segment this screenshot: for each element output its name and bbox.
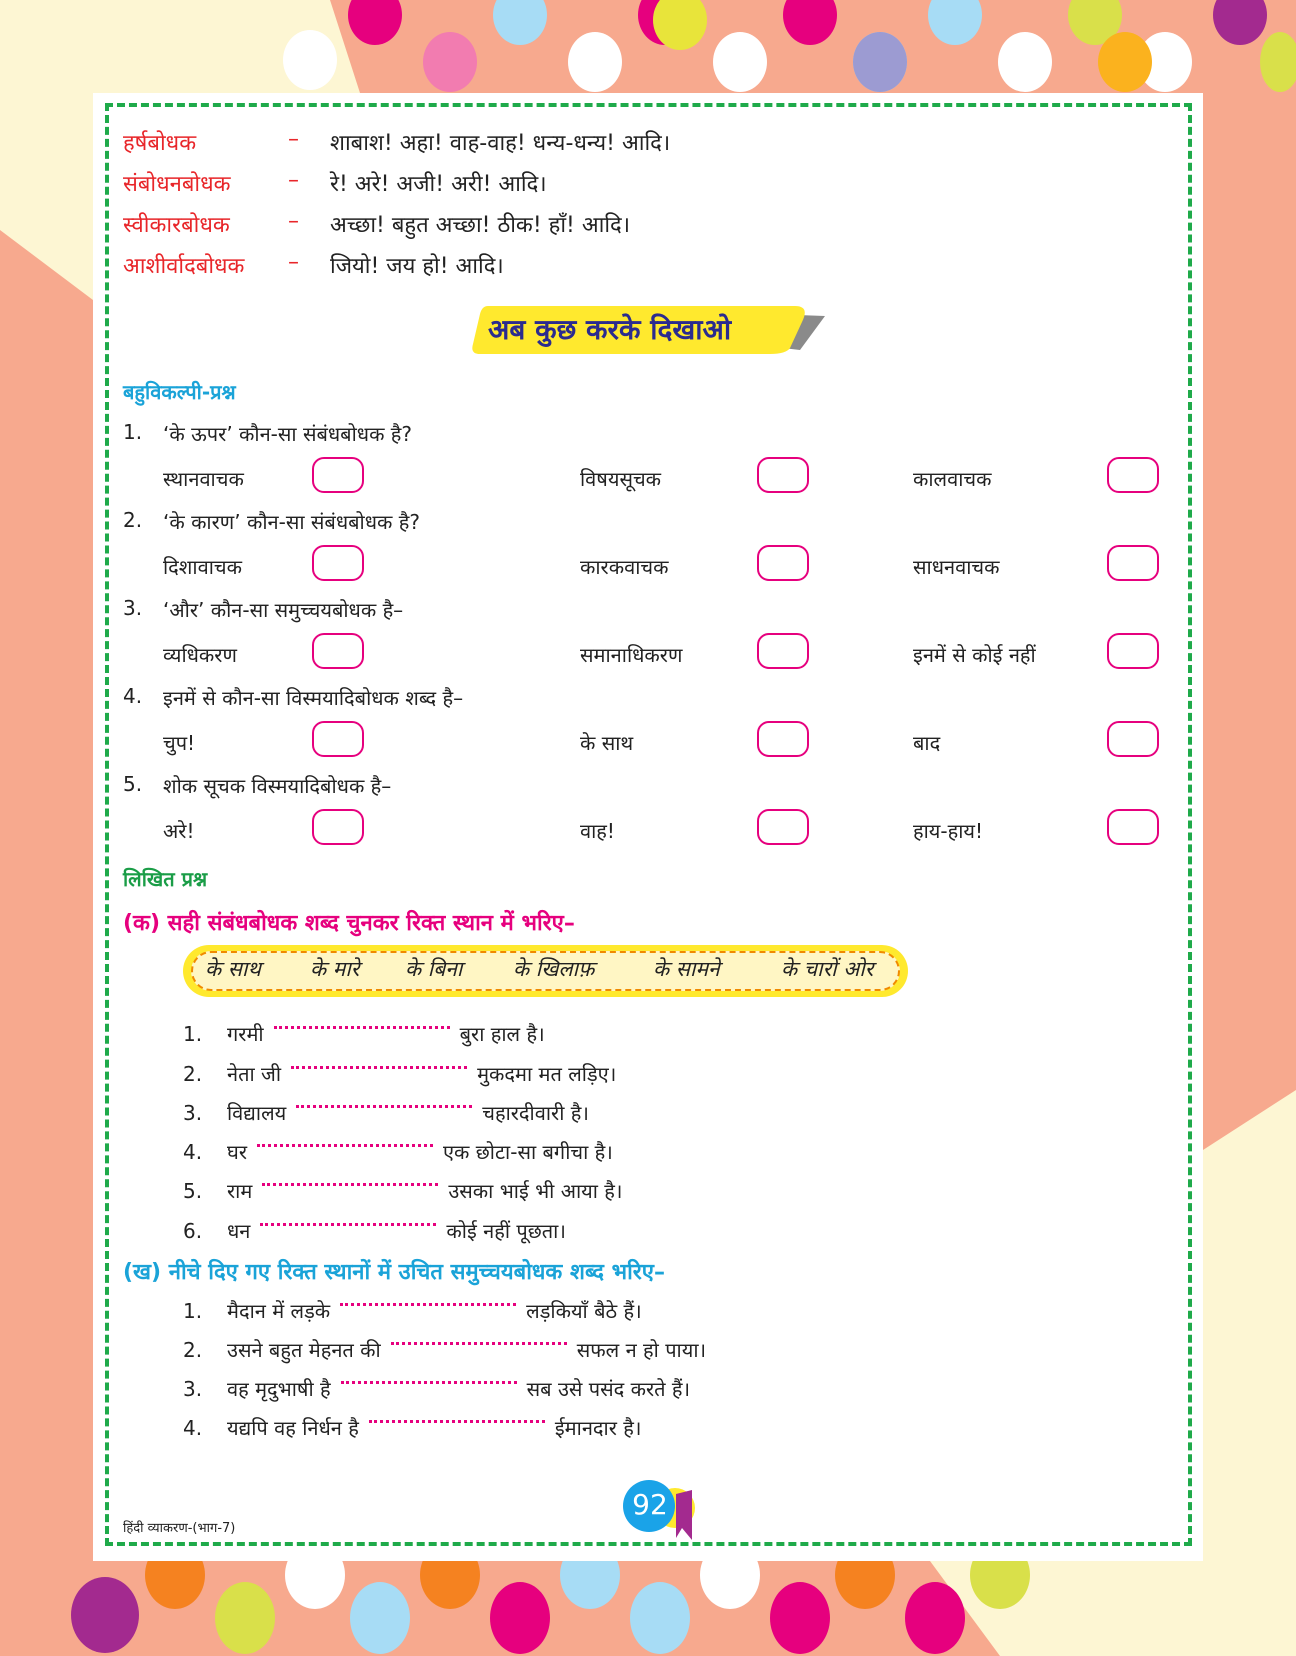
- part-a-instruction: (क) सही संबंधबोधक शब्द चुनकर रिक्त स्थान में भरिए–: [123, 911, 575, 936]
- sentence-end: लड़कियाँ बैठे हैं।: [526, 1299, 642, 1323]
- blank-field[interactable]: [341, 1381, 517, 1384]
- question-text: इनमें से कौन-सा विस्मयादिबोधक शब्द है–: [163, 686, 464, 710]
- sentence-end: मुकदमा मत लड़िए।: [477, 1062, 617, 1086]
- item-number: 1.: [183, 1299, 203, 1323]
- term-examples: रे! अरे! अजी! अरी! आदि।: [330, 172, 547, 197]
- fill-blank-row: [183, 1336, 706, 1363]
- option-label: व्यधिकरण: [163, 643, 237, 667]
- option-label: अरे!: [163, 819, 195, 843]
- sentence-end: सब उसे पसंद करते हैं।: [526, 1377, 691, 1401]
- dash: –: [288, 209, 299, 234]
- part-b-instruction: (ख) नीचे दिए गए रिक्त स्थानों में उचित समुच्चयबोधक शब्द भरिए–: [123, 1260, 665, 1285]
- page-number-badge: [620, 1480, 720, 1540]
- answer-checkbox[interactable]: [1107, 457, 1159, 493]
- fill-blank-row: [183, 1414, 641, 1441]
- option-label: हाय-हाय!: [913, 819, 984, 843]
- written-heading: लिखित प्रश्न: [123, 867, 208, 891]
- sentence-end: एक छोटा-सा बगीचा है।: [443, 1140, 613, 1164]
- blank-field[interactable]: [369, 1420, 545, 1423]
- answer-checkbox[interactable]: [757, 809, 809, 845]
- word-bank-item: के खिलाफ़: [513, 957, 595, 981]
- blank-field[interactable]: [260, 1223, 436, 1226]
- term-label: स्वीकारबोधक: [123, 213, 230, 238]
- banner-title: अब कुछ करके दिखाओ: [488, 313, 732, 346]
- question-number: 2.: [123, 508, 143, 532]
- answer-checkbox[interactable]: [1107, 721, 1159, 757]
- dash: –: [288, 250, 299, 275]
- term-examples: शाबाश! अहा! वाह-वाह! धन्य-धन्य! आदि।: [330, 131, 671, 156]
- item-number: 4.: [183, 1416, 203, 1440]
- answer-checkbox[interactable]: [757, 457, 809, 493]
- answer-checkbox[interactable]: [1107, 545, 1159, 581]
- option-label: साधनवाचक: [913, 555, 1000, 579]
- item-number: 2.: [183, 1062, 203, 1086]
- item-number: 4.: [183, 1140, 203, 1164]
- option-label: के साथ: [580, 731, 634, 755]
- sentence-end: बुरा हाल है।: [459, 1022, 545, 1046]
- blank-field[interactable]: [257, 1144, 433, 1147]
- answer-checkbox[interactable]: [757, 721, 809, 757]
- word-bank-item: के साथ: [205, 957, 261, 981]
- word-bank-item: के चारों ओर: [781, 957, 874, 981]
- sentence-start: गरमी: [227, 1022, 264, 1046]
- sentence-end: सफल न हो पाया।: [576, 1338, 707, 1362]
- sentence-start: उसने बहुत मेहनत की: [227, 1338, 381, 1362]
- term-label: हर्षबोधक: [123, 131, 197, 156]
- question-number: 4.: [123, 684, 143, 708]
- fill-blank-row: [183, 1020, 545, 1047]
- question-number: 1.: [123, 420, 143, 444]
- sentence-start: नेता जी: [227, 1062, 282, 1086]
- blank-field[interactable]: [391, 1342, 567, 1345]
- word-bank-item: के बिना: [405, 957, 463, 981]
- term-label: संबोधनबोधक: [123, 172, 231, 197]
- fill-blank-row: [183, 1297, 642, 1324]
- fill-blank-row: [183, 1217, 566, 1244]
- word-bank-item: के मारे: [310, 957, 360, 981]
- fill-blank-row: [183, 1138, 613, 1165]
- blank-field[interactable]: [274, 1026, 450, 1029]
- sentence-start: घर: [227, 1140, 247, 1164]
- answer-checkbox[interactable]: [312, 809, 364, 845]
- item-number: 3.: [183, 1377, 203, 1401]
- option-label: वाह!: [580, 819, 615, 843]
- answer-checkbox[interactable]: [1107, 809, 1159, 845]
- sentence-start: धन: [227, 1219, 251, 1243]
- sentence-end: चहारदीवारी है।: [482, 1101, 589, 1125]
- fill-blank-row: [183, 1375, 690, 1402]
- term-label: आशीर्वादबोधक: [123, 254, 245, 279]
- word-bank: [183, 945, 908, 997]
- option-label: समानाधिकरण: [580, 643, 683, 667]
- fill-blank-row: [183, 1099, 589, 1126]
- option-label: दिशावाचक: [163, 555, 242, 579]
- sentence-start: वह मृदुभाषी है: [227, 1377, 331, 1401]
- page-number: 92: [632, 1488, 668, 1521]
- sentence-end: उसका भाई भी आया है।: [448, 1179, 623, 1203]
- blank-field[interactable]: [291, 1066, 467, 1069]
- term-examples: जियो! जय हो! आदि।: [330, 254, 504, 279]
- question-number: 5.: [123, 772, 143, 796]
- answer-checkbox[interactable]: [312, 457, 364, 493]
- fill-blank-row: [183, 1177, 623, 1204]
- question-text: शोक सूचक विस्मयादिबोधक है–: [163, 774, 392, 798]
- dash: –: [288, 168, 299, 193]
- option-label: कालवाचक: [913, 467, 992, 491]
- answer-checkbox[interactable]: [312, 545, 364, 581]
- sentence-start: यद्यपि वह निर्धन है: [227, 1416, 359, 1440]
- item-number: 2.: [183, 1338, 203, 1362]
- book-title: हिंदी व्याकरण-(भाग-7): [123, 1521, 236, 1536]
- word-bank-item: के सामने: [653, 957, 720, 981]
- sentence-end: कोई नहीं पूछता।: [446, 1219, 566, 1243]
- item-number: 1.: [183, 1022, 203, 1046]
- answer-checkbox[interactable]: [757, 545, 809, 581]
- option-label: बाद: [913, 731, 941, 755]
- item-number: 6.: [183, 1219, 203, 1243]
- question-text: ‘और’ कौन-सा समुच्चयबोधक है–: [163, 598, 404, 622]
- sentence-start: विद्यालय: [227, 1101, 287, 1125]
- answer-checkbox[interactable]: [757, 633, 809, 669]
- option-label: विषयसूचक: [580, 467, 662, 491]
- blank-field[interactable]: [262, 1183, 438, 1186]
- answer-checkbox[interactable]: [312, 721, 364, 757]
- item-number: 3.: [183, 1101, 203, 1125]
- question-number: 3.: [123, 596, 143, 620]
- option-label: स्थानवाचक: [163, 467, 244, 491]
- fill-blank-row: [183, 1060, 616, 1087]
- option-label: इनमें से कोई नहीं: [913, 643, 1036, 667]
- blank-field[interactable]: [340, 1303, 516, 1306]
- answer-checkbox[interactable]: [312, 633, 364, 669]
- question-text: ‘के कारण’ कौन-सा संबंधबोधक है?: [163, 510, 420, 534]
- answer-checkbox[interactable]: [1107, 633, 1159, 669]
- term-examples: अच्छा! बहुत अच्छा! ठीक! हाँ! आदि।: [330, 213, 631, 238]
- sentence-start: मैदान में लड़के: [227, 1299, 331, 1323]
- option-label: चुप!: [163, 731, 196, 755]
- sentence-end: ईमानदार है।: [554, 1416, 642, 1440]
- question-text: ‘के ऊपर’ कौन-सा संबंधबोधक है?: [163, 422, 413, 446]
- mcq-heading: बहुविकल्पी-प्रश्न: [123, 380, 236, 404]
- item-number: 5.: [183, 1179, 203, 1203]
- dash: –: [288, 127, 299, 152]
- blank-field[interactable]: [296, 1105, 472, 1108]
- sentence-start: राम: [227, 1179, 253, 1203]
- activity-banner: [470, 302, 830, 356]
- option-label: कारकवाचक: [580, 555, 669, 579]
